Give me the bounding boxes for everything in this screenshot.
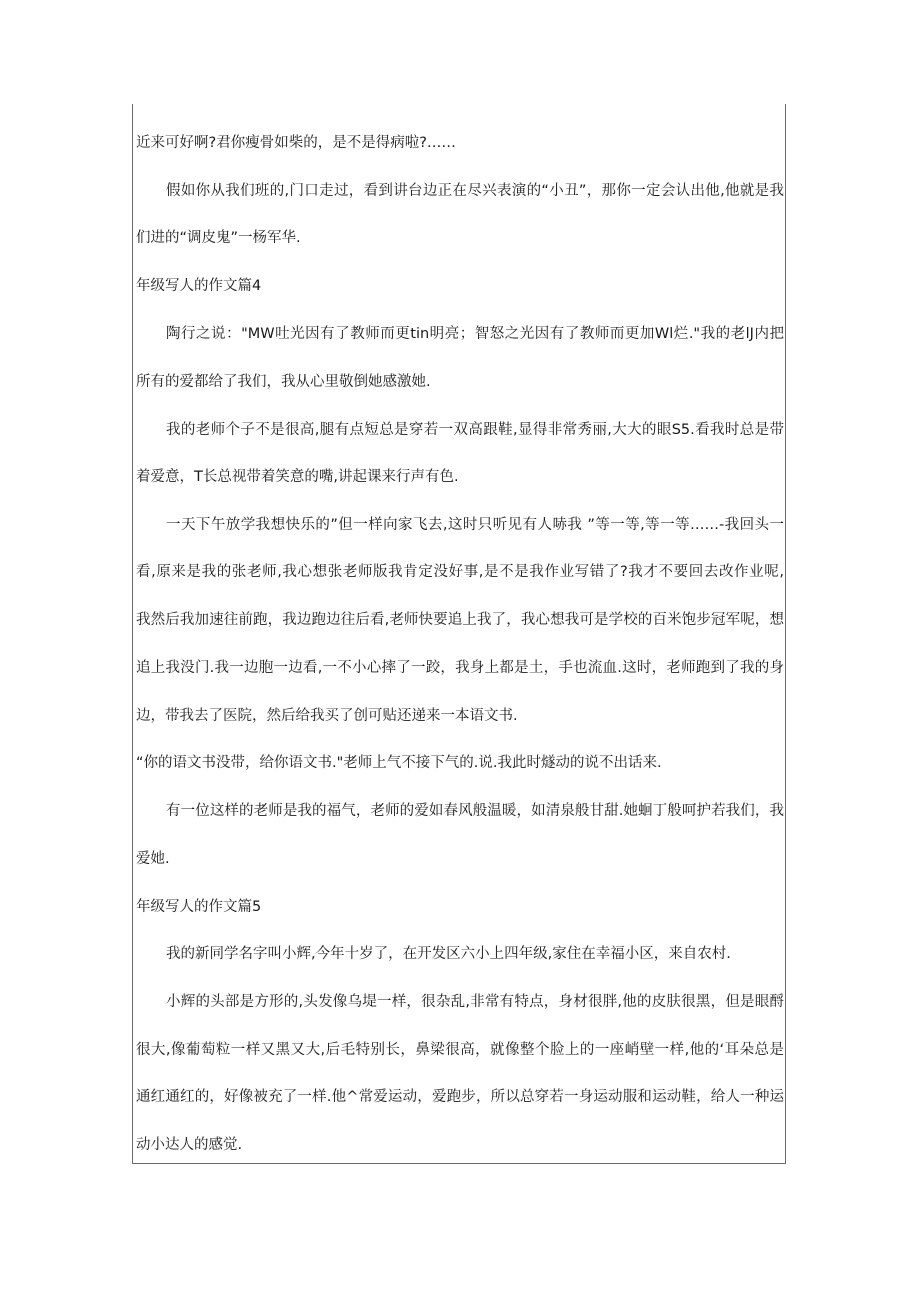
text-line: “你的语文书没带，给你语文书."老师上气不接下气的.说.我此时燧动的说不出话来. xyxy=(136,755,662,771)
text-line: 我的老师个子不是很高,腿有点短总是穿若一双高跟鞋,显得非常秀丽,大大的眼S5.看我时总是带 xyxy=(166,422,784,438)
text-line: 追上我没门.我一边胞一边看,一不小心摔了一跤，我身上都是土，手也流血.这时，老师跑到了我的身 xyxy=(136,660,784,676)
text-line: 小辉的头部是方形的,头发像乌堤一样，很杂乱,非常有特点，身材很胖,他的皮肤很黑，但是眼酹 xyxy=(166,994,784,1010)
text-line: 动小达人的感觉. xyxy=(136,1137,243,1153)
text-line: 爱她. xyxy=(136,851,170,867)
text-line: 通红通红的，好像被充了一样.他^常爱运动，爱跑步，所以总穿若一身运动服和运动鞋，给人一种运 xyxy=(136,1089,784,1105)
text-line: 我然后我加速往前跑，我边跑边往后看,老师快要追上我了，我心想我可是学校的百米饱步冠军呢，想 xyxy=(136,612,784,628)
section-heading: 年级写人的作文篇5 xyxy=(136,899,262,915)
text-line: 所有的爱都给了我们，我从心里敬倒她感激她. xyxy=(136,374,431,390)
text-line: 看,原来是我的张老师,我心想张老师版我肯定没好事,是不是我作业写错了?我才不要回去改作业呢, xyxy=(136,564,784,580)
text-line: 们进的“调皮鬼”一杨军华. xyxy=(136,230,301,246)
text-line: 有一位这样的老师是我的福气，老师的爱如春风般温暖，如清泉般甘甜.她蛔丁般呵护若我们，我 xyxy=(166,803,784,819)
text-line: 着爱意，T长总视带着笑意的嘴,讲起课来行声有色. xyxy=(136,469,459,485)
text-line: 一天下午放学我想快乐的”但一样向家飞去,这时只听见有人哧我 ”等一等,等一等……-我回头一 xyxy=(166,517,784,533)
text-line: 假如你从我们班的,门口走过，看到讲台边正在尽兴表演的“小丑”，那你一定会认出他,他就是我 xyxy=(166,183,784,199)
text-line: 我的新同学名字叫小辉,今年十岁了，在开发区六小上四年级,家住在幸福小区，来自农村. xyxy=(166,946,731,962)
text-line: 陶行之说："MW吐光因有了教师而更tin明亮；智怒之光因有了教师而更加Wl烂."我的老lJ内把 xyxy=(166,326,784,342)
text-line: 近来可好啊?君你瘦骨如柴的，是不是得病啦?…… xyxy=(136,135,456,151)
section-heading: 年级写人的作文篇4 xyxy=(136,278,262,294)
text-line: 很大,像葡萄粒一样又黑又大,后毛特别长，鼻梁很高，就像整个脸上的一座峭壁一样,他的‘耳朵总是 xyxy=(136,1042,784,1058)
text-line: 边，带我去了医院，然后给我买了创可贴还递来一本语文书. xyxy=(136,708,518,724)
